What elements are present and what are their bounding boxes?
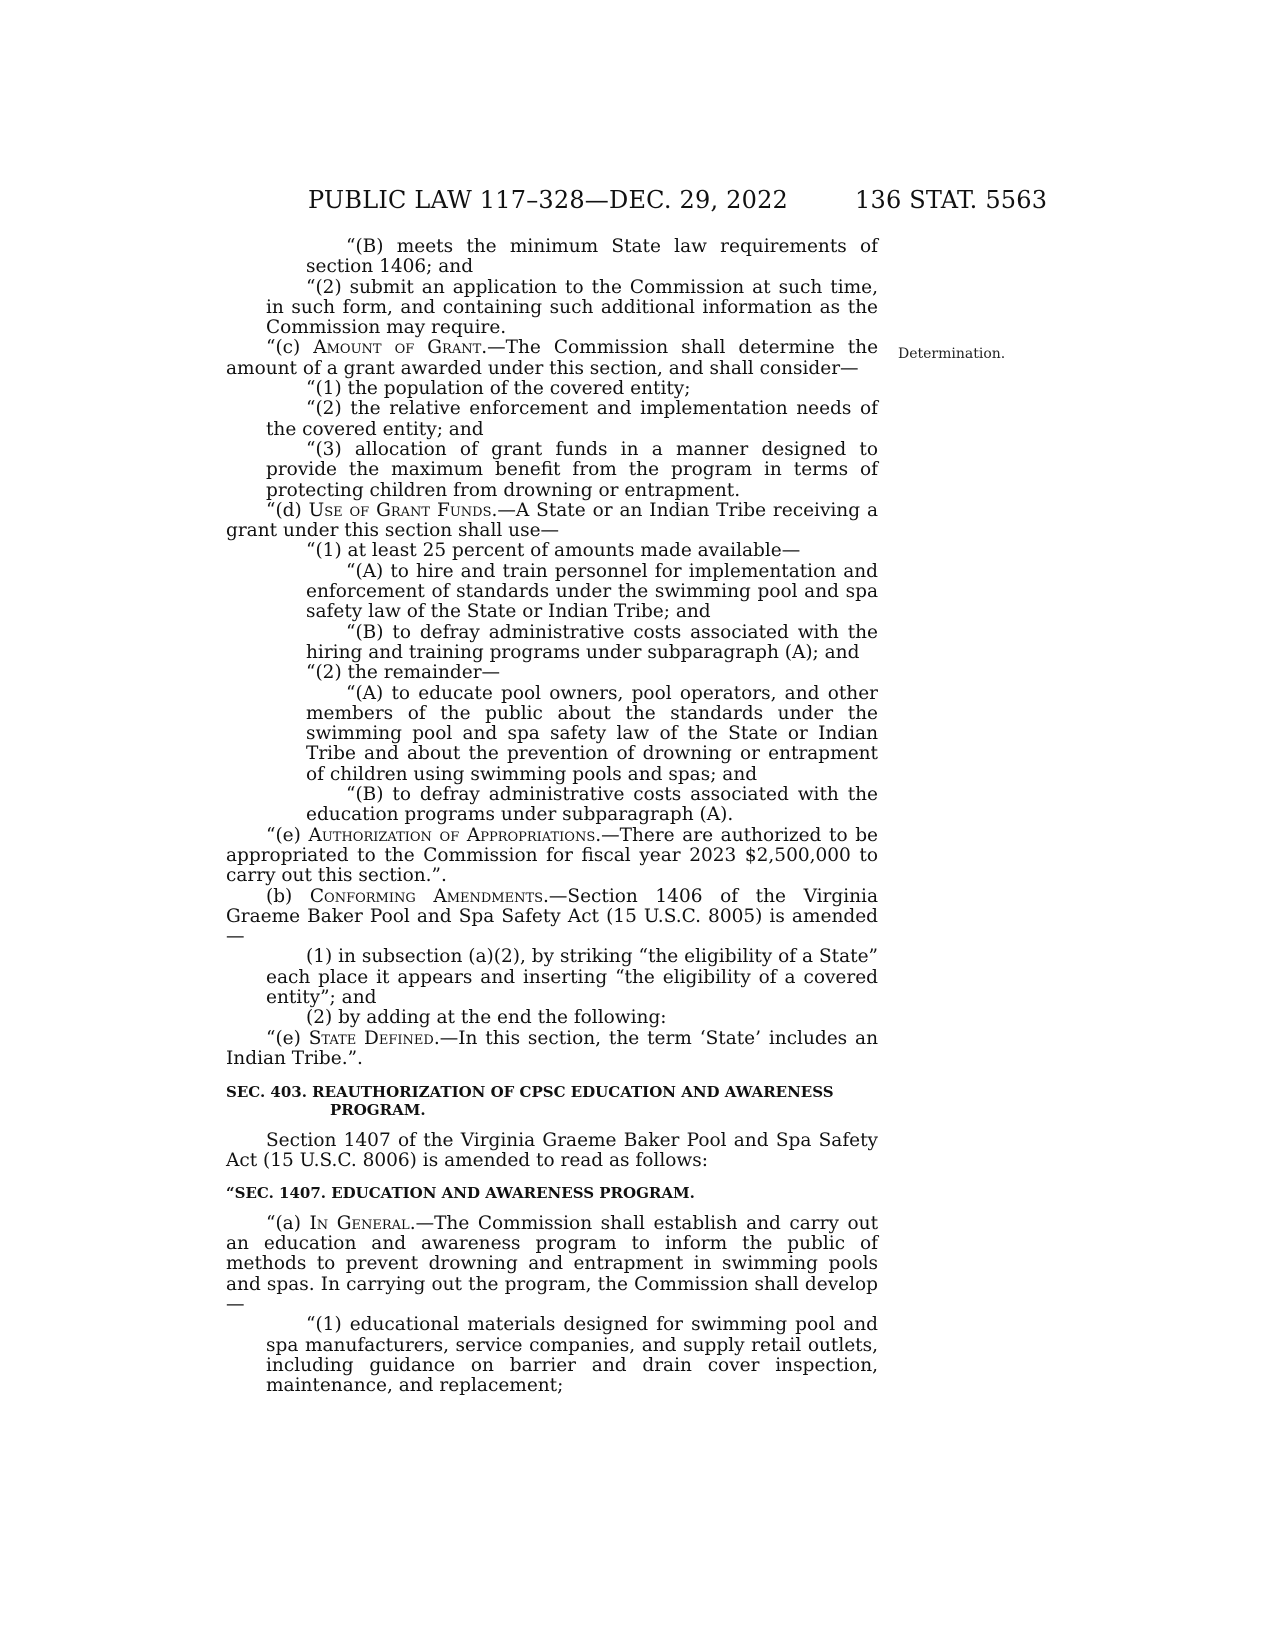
paragraph-1-at-least-25-percent: “(1) at least 25 percent of amounts made available—	[306, 540, 801, 562]
subsection-e-open: “(e)	[266, 824, 309, 846]
subsection-d-use-of-grant-funds	[226, 501, 878, 542]
state-defined-open: “(e)	[266, 1027, 309, 1049]
paragraph-2-submit-application: “(2) submit an application to the Commission at such time, in such form, and containing such additional information as the Commission may require.	[266, 276, 878, 339]
subsection-c-open: “(c)	[266, 337, 314, 359]
in-general-text: .—The Commission shall establish and carry out an education and awareness program to inform the public of methods to prevent drowning and entrapment in swimming pools and spas. In carrying out the program, the Commission shall develop—	[226, 1212, 879, 1315]
paragraph-1-educational-materials: “(1) educational materials designed for swimming pool and spa manufacturers, service companies, and supply retail outlets, including guidance on barrier and drain cover inspection, maintenance, and replacement;	[266, 1314, 878, 1397]
subsection-c-amount-of-grant	[226, 338, 878, 379]
paragraph-1-striking: (1) in subsection (a)(2), by striking “the eligibility of a State” each place it appears and inserting “the eligibility of a covered entity”; and	[266, 946, 878, 1008]
subsection-d-text: .—A State or an Indian Tribe receiving a grant under this section shall use—	[226, 499, 878, 542]
subparagraph-a-hire-and-train: “(A) to hire and train personnel for implementation and enforcement of standards under the swimming pool and spa safety law of the State or Indian Tribe; and	[306, 560, 878, 623]
subsection-b-heading: Conforming Amendments	[309, 885, 544, 907]
section-1407-heading: “SEC. 1407. EDUCATION AND AWARENESS PROGRAM.	[226, 1183, 695, 1202]
subsection-c-heading: Amount of Grant	[313, 337, 482, 359]
paragraph-1-population: “(1) the population of the covered entity;	[306, 378, 691, 400]
running-header-page-number: 136 STAT. 5563	[855, 186, 1048, 214]
paragraph-3-allocation: “(3) allocation of grant funds in a manner designed to provide the maximum benefit from the program in terms of protecting children from drowning or entrapment.	[266, 438, 878, 501]
state-defined-heading: State Defined	[308, 1027, 434, 1049]
running-header-title: PUBLIC LAW 117–328—DEC. 29, 2022	[308, 186, 789, 214]
subsection-b-open: (b)	[266, 885, 310, 907]
subparagraph-b-defray-education: “(B) to defray administrative costs associated with the education programs under subparagraph (A).	[306, 784, 878, 826]
state-defined-text: .—In this section, the term ‘State’ includes an Indian Tribe.”.	[226, 1027, 878, 1069]
in-general-open: “(a)	[266, 1212, 310, 1234]
paragraph-2-remainder: “(2) the remainder—	[306, 662, 501, 684]
subsection-e-text: .—There are authorized to be appropriated to the Commission for fiscal year 2023 $2,500,000 to carry out this section.”.	[226, 824, 878, 887]
paragraph-2-adding: (2) by adding at the end the following:	[306, 1007, 667, 1029]
document-body	[226, 237, 878, 1396]
subsection-b-text: .—Section 1406 of the Virginia Graeme Baker Pool and Spa Safety Act (15 U.S.C. 8005) is amended—	[226, 885, 878, 948]
subsection-c-text: .—The Commission shall determine the amount of a grant awarded under this section, and shall consider—	[226, 337, 879, 379]
paragraph-b-meets-minimum: “(B) meets the minimum State law requirements of section 1406; and	[306, 236, 878, 278]
subparagraph-b-defray-hiring: “(B) to defray administrative costs associated with the hiring and training programs under subparagraph (A); and	[306, 621, 878, 663]
subsection-d-open: “(d)	[266, 499, 309, 521]
section-403-heading: SEC. 403. REAUTHORIZATION OF CPSC EDUCATION AND AWARENESS PROGRAM.	[226, 1083, 834, 1120]
subsection-e-heading: Authorization of Appropriations	[308, 824, 596, 846]
subsection-a-in-general	[226, 1214, 878, 1315]
subsection-d-heading: Use of Grant Funds	[308, 499, 492, 521]
subparagraph-a-educate: “(A) to educate pool owners, pool operators, and other members of the public about the standards under the swimming pool and spa safety law of the State or Indian Tribe and about the prevention of drowning or entrapment of children using swimming pools and spas; and	[306, 682, 878, 785]
margin-note: Determination.	[898, 346, 1006, 362]
in-general-heading: In General	[309, 1212, 410, 1234]
subsection-b-conforming-amendments	[226, 887, 878, 948]
section-403-text: Section 1407 of the Virginia Graeme Baker Pool and Spa Safety Act (15 U.S.C. 8006) is amended to read as follows:	[226, 1130, 878, 1172]
subsection-e-state-defined	[226, 1029, 878, 1070]
subsection-e-authorization	[226, 826, 878, 887]
paragraph-2-relative-needs: “(2) the relative enforcement and implementation needs of the covered entity; and	[266, 398, 878, 440]
